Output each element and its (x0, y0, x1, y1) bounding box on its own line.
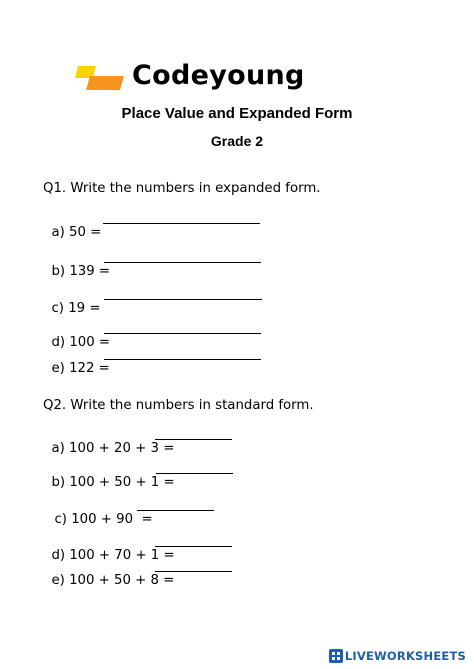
q2-answer-a[interactable] (155, 426, 232, 440)
liveworksheets-logo-icon (329, 649, 343, 663)
codeyoung-logo-icon (74, 64, 128, 92)
codeyoung-logo (74, 60, 364, 94)
q2-answer-d[interactable] (155, 533, 232, 547)
q1-answer-c[interactable] (104, 286, 262, 300)
q1-item-a (43, 210, 101, 240)
q2-item-b-label: b) 100 + 50 + 1 = (51, 475, 175, 490)
q1-item-d-label: d) 100 = (51, 335, 111, 350)
q1-heading: Q1. Write the numbers in expanded form. (43, 181, 321, 196)
q1-answer-d[interactable] (104, 320, 261, 334)
q1-item-e (43, 346, 110, 376)
q1-item-b-label: b) 139 = (51, 264, 111, 279)
grade-label: Grade 2 (210, 133, 264, 149)
q2-item-e-label: e) 100 + 50 + 8 = (51, 573, 175, 588)
q1-item-e-label: e) 122 = (51, 361, 110, 376)
q2-item-c-label: c) 100 + 90 = (54, 512, 153, 527)
worksheet-title: Place Value and Expanded Form (121, 105, 353, 122)
q1-answer-e[interactable] (104, 346, 261, 360)
q2-item-d-label: d) 100 + 70 + 1 = (51, 548, 175, 563)
q2-answer-c[interactable] (137, 497, 214, 511)
liveworksheets-label: LIVEWORKSHEETS (344, 649, 466, 663)
q2-heading: Q2. Write the numbers in standard form. (43, 398, 314, 413)
q2-answer-e[interactable] (155, 558, 232, 572)
q1-item-c-label: c) 19 = (51, 301, 101, 316)
liveworksheets-badge[interactable] (329, 647, 466, 665)
q2-item-b (43, 460, 175, 490)
q2-item-a-label: a) 100 + 20 + 3 = (51, 441, 175, 456)
q1-answer-b[interactable] (104, 249, 261, 263)
q1-item-b (43, 249, 110, 279)
q1-answer-a[interactable] (103, 210, 260, 224)
q1-item-c (43, 286, 100, 316)
q1-item-a-label: a) 50 = (51, 225, 102, 240)
brand-name: Codeyoung (132, 60, 305, 91)
q2-answer-b[interactable] (156, 460, 233, 474)
